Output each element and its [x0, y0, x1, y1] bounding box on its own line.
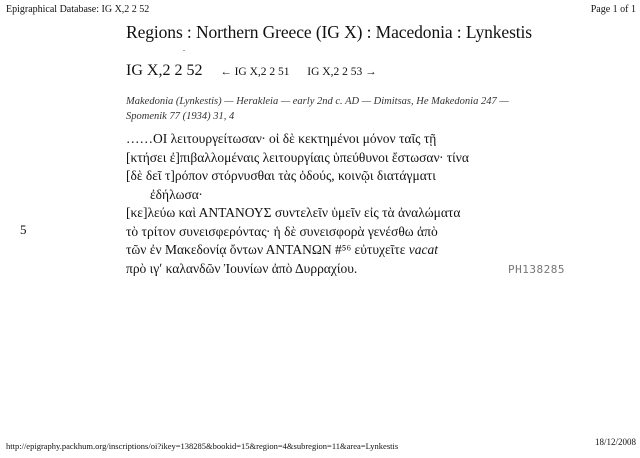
print-header-title: Epigraphical Database: IG X,2 2 52 [6, 4, 150, 15]
ph-id: PH138285 [508, 263, 565, 276]
breadcrumb[interactable]: Regions : Northern Greece (IG X) : Macedonia : Lynkestis [126, 22, 533, 42]
inscription-text [126, 130, 469, 278]
line-number: 5 [20, 222, 27, 237]
inscription-line [126, 241, 469, 260]
print-header-page: Page 1 of 1 [590, 4, 636, 15]
inscription-line: τὸ τρίτον συνεισφερόντας· ἡ δὲ συνεισφορὰ γενέσθω ἀπὸ [126, 223, 438, 239]
metadata-line-1: Makedonia (Lynkestis) — Herakleia — early 2nd c. AD — Dimitsas, He Makedonia 247 — [126, 96, 509, 107]
inscription-line: ……ΟΙ λειτουργείτωσαν· οἱ δὲ κεκτημένοι μόνον ταῖς τῇ [126, 131, 437, 146]
inscription-line: [κε]λεύω καὶ ΑΝΤΑΝΟΥΣ συντελεῖν ὑμεῖν εἰς τὰ ἀναλώματα [126, 205, 461, 220]
vacat-marker: vacat [408, 242, 439, 257]
next-inscription-link[interactable]: IG X,2 2 53 → [307, 66, 377, 78]
inscription-nav [126, 62, 377, 80]
prev-inscription-link[interactable]: ← IG X,2 2 51 [220, 66, 290, 78]
metadata-line-2: Spomenik 77 (1934) 31, 4 [126, 111, 235, 122]
current-inscription-label: IG X,2 2 52 [126, 62, 203, 79]
inscription-line: ἐδήλωσα· [150, 186, 203, 202]
print-footer-url: http://epigraphy.packhum.org/inscriptions/oi?ikey=138285&bookid=15&region=4&subregion=11&area=Lynkestis [6, 441, 399, 451]
inscription-line: [κτήσει ἐ]πιβαλλομέναις λειτουργίαις ὑπεύθυνοι ἔστωσαν· τίνα [126, 149, 469, 165]
print-footer-date: 18/12/2008 [594, 437, 636, 447]
inscription-metadata [126, 94, 509, 124]
inscription-line: [δὲ δεῖ τ]ρόπον στόρνυσθαι τὰς ὁδούς, κοινῷι διατάγματι [126, 168, 436, 183]
separator-dot: . [183, 44, 185, 53]
inscription-line: πρὸ ιγʹ καλανδῶν Ἰουνίων ἀπὸ Δυρραχίου. [126, 260, 358, 276]
inscription-line-text: τῶν ἐν Μακεδονίᾳ ὄντων ΑΝΤΑΝΩΝ #⁵⁶ εὐτυχεῖτε [126, 242, 406, 257]
